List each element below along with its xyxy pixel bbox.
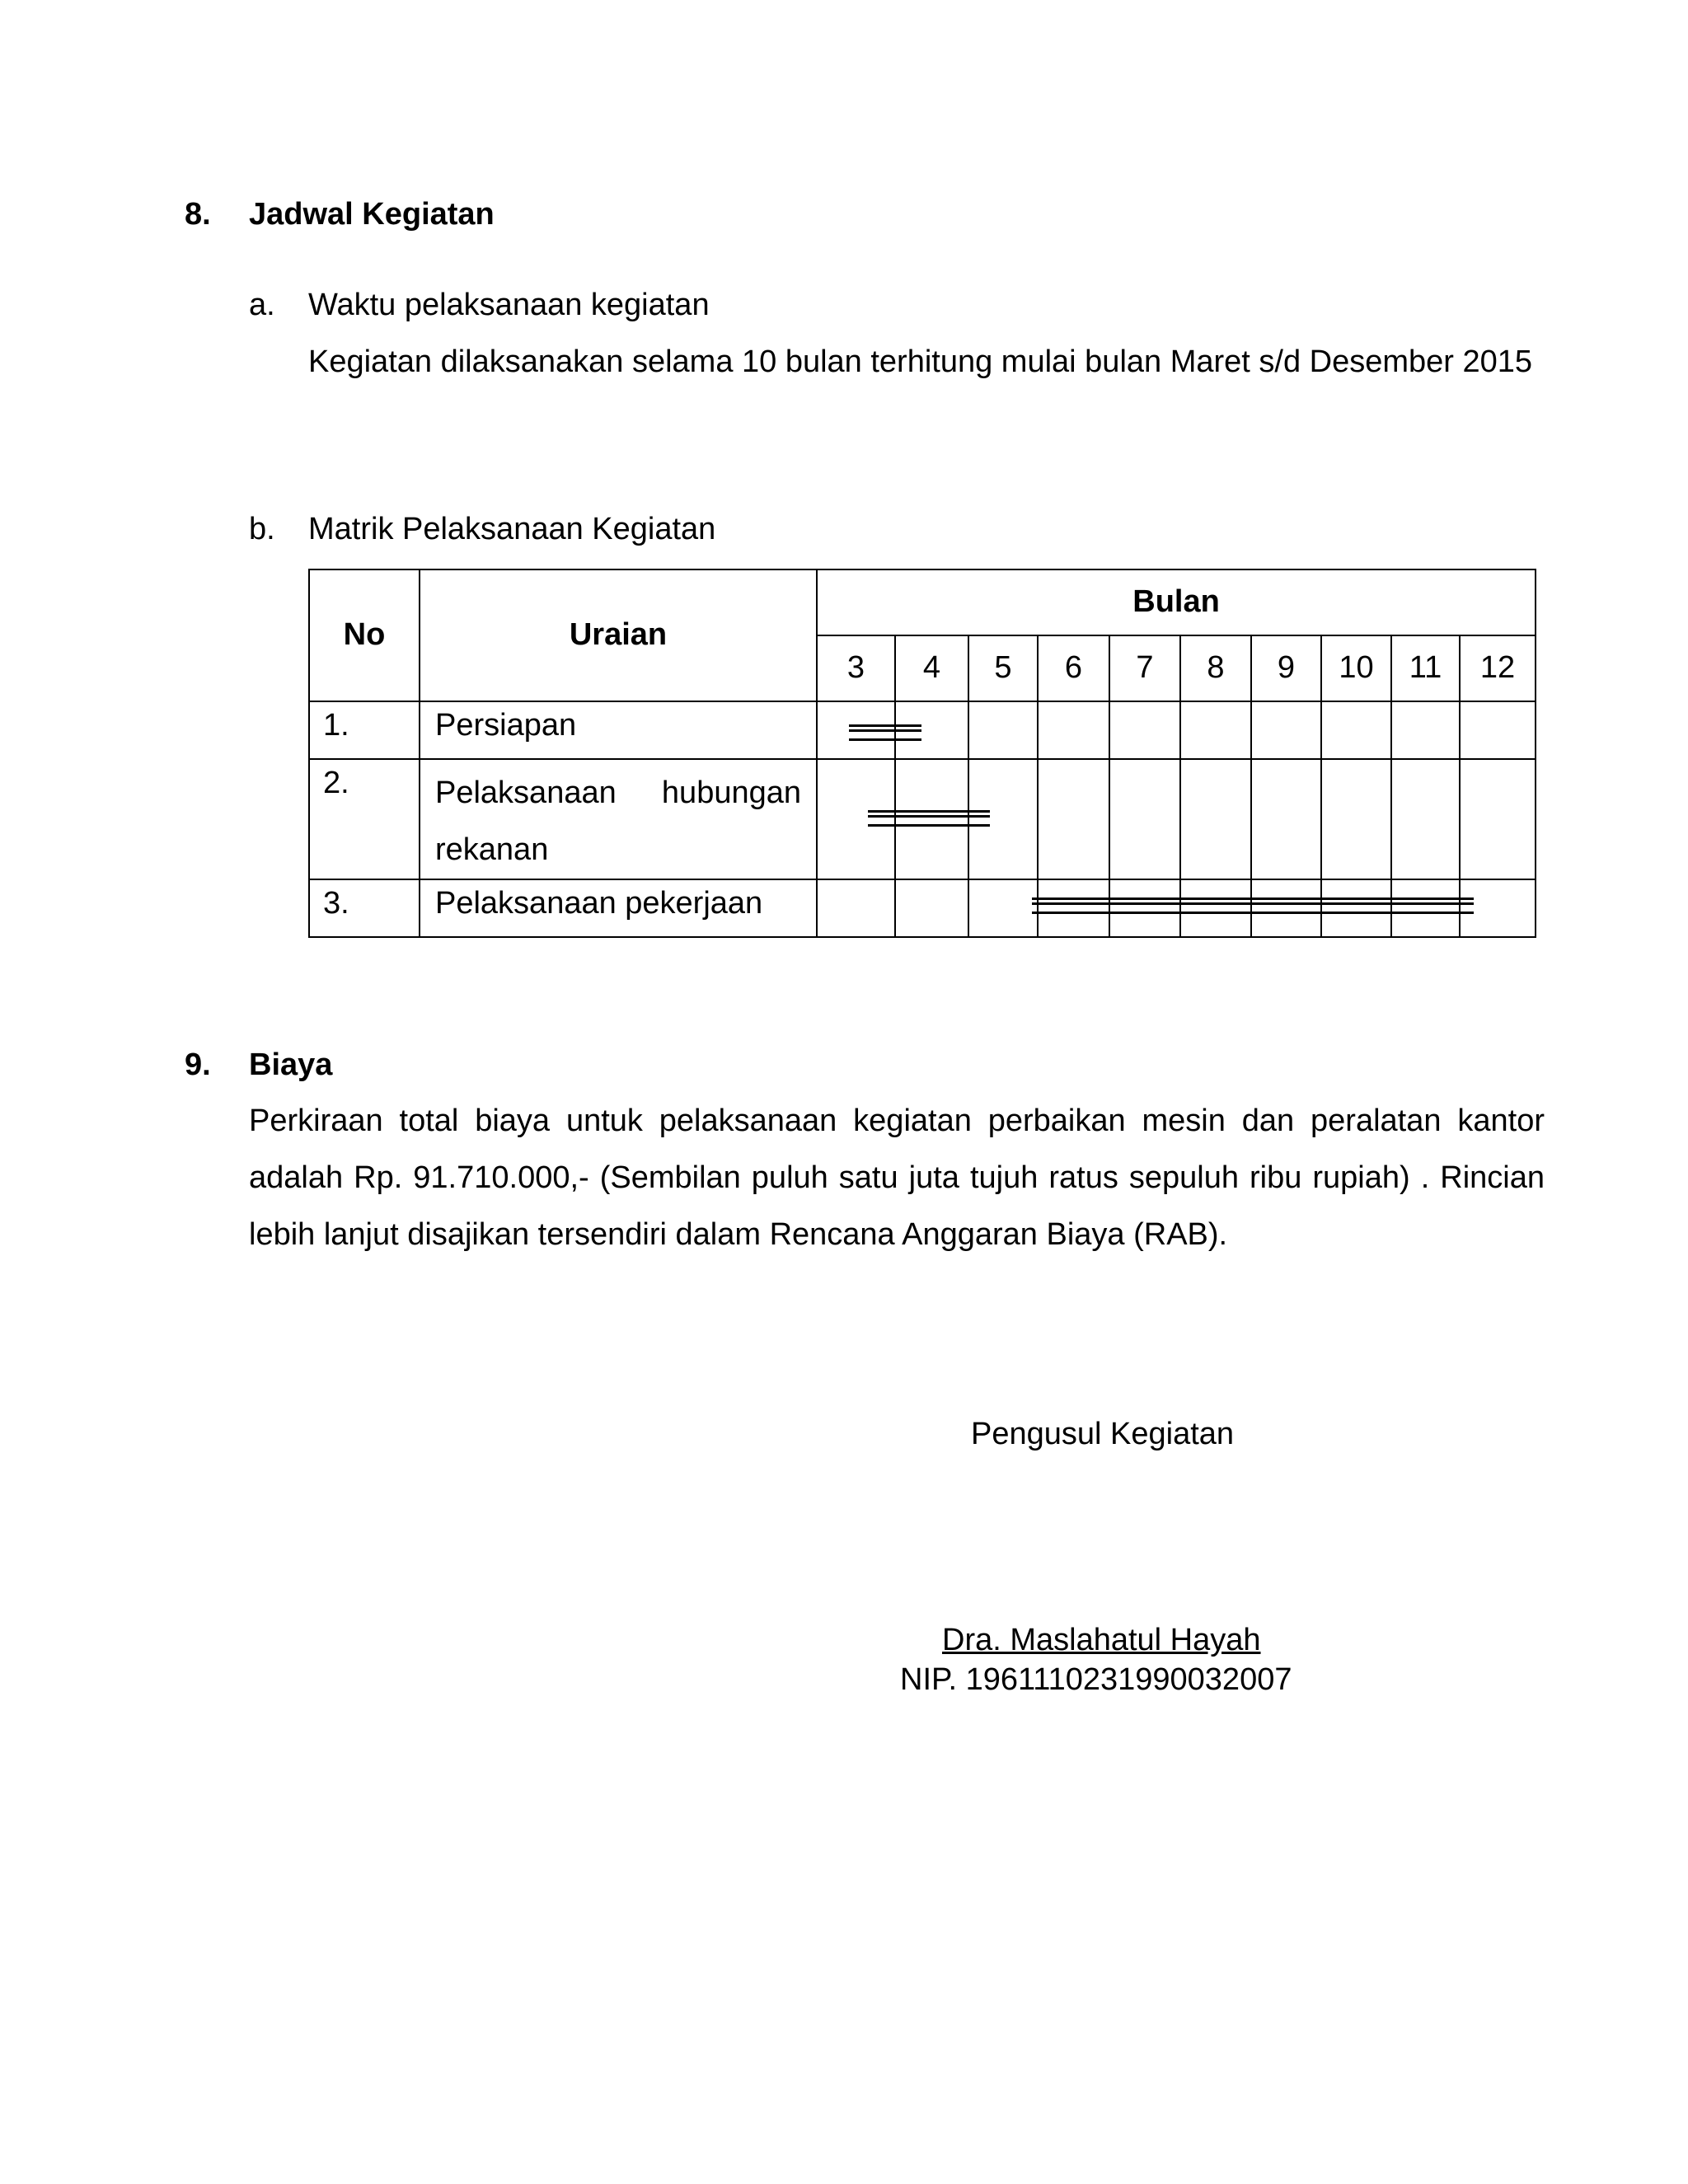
section-8-number: 8. [185,197,211,232]
header-bulan: Bulan [817,569,1536,635]
item-a-title: Waktu pelaksanaan kegiatan [308,288,710,322]
month-header: 6 [1038,635,1109,701]
signature-nip: NIP. 1961110231990032007 [900,1662,1292,1697]
row-number: 1. [309,701,420,759]
section-9-number: 9. [185,1047,211,1082]
gantt-bar-persiapan [849,724,921,741]
header-no: No [309,569,420,701]
row-uraian: Persiapan [420,701,817,759]
month-header: 3 [817,635,895,701]
row-number: 2. [309,759,420,879]
item-b-title: Matrik Pelaksanaan Kegiatan [308,512,716,546]
signature-role: Pengusul Kegiatan [971,1417,1235,1451]
item-a-text: Kegiatan dilaksanakan selama 10 bulan terhitung mulai bulan Maret s/d Desember 2015 [308,344,1533,379]
gantt-bar-hubungan-rekanan [868,810,990,827]
section-8-title: Jadwal Kegiatan [249,197,495,232]
month-header: 5 [968,635,1038,701]
table-row [309,701,1536,759]
section-9-title: Biaya [249,1047,333,1082]
row-uraian: Pelaksanaan hubungan rekanan [420,759,817,879]
month-header: 11 [1391,635,1460,701]
month-header: 8 [1180,635,1251,701]
section-9-text: Perkiraan total biaya untuk pelaksanaan kegiatan perbaikan mesin dan peralatan kantor adalah Rp. 91.710.000,- (Sembilan puluh satu juta tujuh ratus sepuluh ribu rupiah) . Rincian lebih lanjut disajikan tersendiri dalam Rencana Anggaran Biaya (RAB). [249,1104,1545,1252]
row-uraian: Pelaksanaan pekerjaan [420,879,817,937]
month-header: 10 [1321,635,1391,701]
month-header: 4 [895,635,968,701]
month-header: 12 [1460,635,1536,701]
row-number: 3. [309,879,420,937]
item-b-marker: b. [249,512,275,546]
month-header: 9 [1251,635,1321,701]
item-a-marker: a. [249,288,275,322]
month-header: 7 [1109,635,1180,701]
header-uraian: Uraian [420,569,817,701]
signature-name: Dra. Maslahatul Hayah [942,1623,1261,1657]
activity-matrix [308,569,1535,931]
gantt-bar-pelaksanaan-pekerjaan [1032,898,1474,914]
